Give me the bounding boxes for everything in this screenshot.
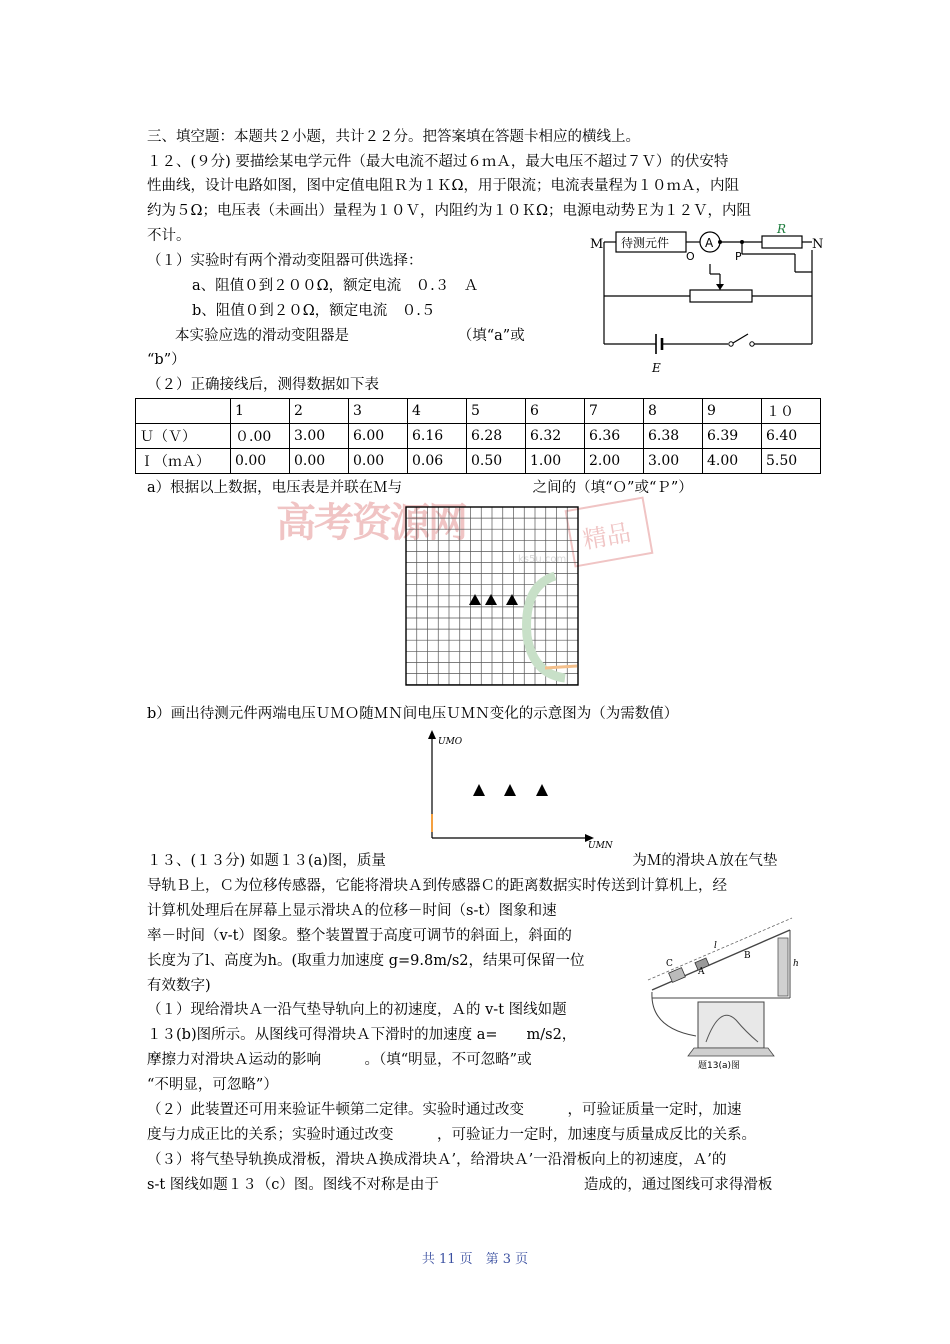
q12-line-3: 约为５Ω；电压表（未画出）量程为１０Ｖ，内阻约为１０ＫΩ；电源电动势Ｅ为１２Ｖ，内阻 <box>147 203 752 219</box>
table-cell: Ｕ（Ｖ） <box>136 424 231 449</box>
table-cell: 3.00 <box>644 449 703 474</box>
circuit-label-r: R <box>777 222 787 236</box>
table-cell: ０.00 <box>231 424 290 449</box>
circuit-label-e: E <box>652 361 661 375</box>
q13-left-line-2: 率－时间（v-t）图象。整个装置置于高度可调节的斜面上，斜面的 <box>147 928 572 944</box>
section-heading: 三、填空题：本题共２小题，共计２２分。把答案填在答题卡相应的横线上。 <box>147 129 640 145</box>
table-cell: 6.38 <box>644 424 703 449</box>
table-row <box>136 449 821 474</box>
table-row <box>136 424 821 449</box>
table-cell: 5.50 <box>762 449 821 474</box>
circuit-label-p: P <box>735 250 742 263</box>
table-cell: 3 <box>349 399 408 424</box>
table-cell: 6.36 <box>585 424 644 449</box>
q13-part2-line-2: 度与力成正比的关系；实验时通过改变 ，可验证力一定时，加速度与质量成反比的关系。 <box>147 1127 756 1143</box>
computer-screen-icon <box>698 1002 764 1048</box>
q12-line-2: 性曲线，设计电路如图，图中定值电阻Ｒ为１ＫΩ，用于限流；电流表量程为１０ｍＡ，内阻 <box>147 178 740 194</box>
q13-line-2: 导轨Ｂ上，Ｃ为位移传感器，它能将滑块Ａ到传感器Ｃ的距离数据实时传送到计算机上，经 <box>147 878 727 894</box>
table-cell: 7 <box>585 399 644 424</box>
q12-part2-intro: （２）正确接线后，测得数据如下表 <box>147 377 379 393</box>
table-cell: Ｉ（ｍＡ） <box>136 449 231 474</box>
table-cell: 2.00 <box>585 449 644 474</box>
q13-part3-line-2: s-t 图线如题１３（c）图。图线不对称是由于 造成的，通过图线可求得滑板 <box>147 1177 773 1193</box>
circuit-element-label: 待测元件 <box>621 236 670 250</box>
rheostat-icon <box>690 290 752 302</box>
q13-left-line-7: 摩擦力对滑块Ａ运动的影响 。（填“明显，不可忽略”或 <box>147 1052 532 1068</box>
q13-left-line-6: １３(b)图所示。从图线可得滑块Ａ下滑时的加速度 a= m/s2， <box>147 1027 577 1043</box>
q12-choose-line-1: 本实验应选的滑动变阻器是 （填“a”或 <box>175 328 525 344</box>
table-cell: 6.39 <box>703 424 762 449</box>
q12-option-b: b、阻值０到２０Ω，额定电流 ０.５ <box>192 303 436 319</box>
table-cell: 3.00 <box>290 424 349 449</box>
circuit-label-o: O <box>686 250 695 263</box>
circuit-diagram <box>590 224 822 376</box>
q13-part2-line-1: （２）此装置还可用来验证牛顿第二定律。实验时通过改变 ，可验证质量一定时，加速 <box>147 1102 742 1118</box>
q12-option-a: a、阻值０到２００Ω，额定电流 ０.３ Ａ <box>192 278 479 294</box>
q13-left-line-5: （１）现给滑块Ａ一沿气垫导轨向上的初速度，Ａ的 v-t 图线如题 <box>147 1002 567 1018</box>
q12-part1-intro: （１）实验时有两个滑动变阻器可供选择： <box>147 253 423 269</box>
q13-left-line-3: 长度为了l、高度为h。(取重力加速度 g=9.8m/s2，结果可保留一位 <box>147 953 585 969</box>
triangle-marker <box>536 784 548 796</box>
switch-icon <box>733 334 748 343</box>
table-cell: 6.28 <box>467 424 526 449</box>
table-cell: 0.06 <box>408 449 467 474</box>
table-cell: 6.40 <box>762 424 821 449</box>
data-table <box>135 398 821 474</box>
resistor-r-icon <box>762 236 802 248</box>
table-cell: 6.32 <box>526 424 585 449</box>
grid-graph <box>405 506 581 688</box>
table-cell: 0.00 <box>290 449 349 474</box>
q12-line-4: 不计。 <box>147 228 191 244</box>
umo-umn-axes <box>418 728 618 852</box>
q13-left-line-4: 有效数字) <box>147 978 211 994</box>
table-cell <box>136 399 231 424</box>
table-cell: １０ <box>762 399 821 424</box>
table-header-row <box>136 399 821 424</box>
q12-part-b: b）画出待测元件两端电压ＵＭＯ随ＭＮ间电压ＵＭＮ变化的示意图为（为需数值） <box>147 706 679 722</box>
table-cell: 4 <box>408 399 467 424</box>
incline-apparatus-figure <box>640 908 800 1070</box>
figure-label-b: B <box>744 951 751 961</box>
figure-label-c: C <box>666 959 673 969</box>
table-cell: 6 <box>526 399 585 424</box>
svg-text:ks5u.com: ks5u.com <box>518 554 567 565</box>
table-cell: 5 <box>467 399 526 424</box>
q12-line-1: １２、(９分) 要描绘某电学元件（最大电流不超过６ｍＡ，最大电压不超过７Ｖ）的伏安特 <box>147 154 729 170</box>
q13-left-line-1: 计算机处理后在屏幕上显示滑块Ａ的位移－时间（s-t）图象和速 <box>147 903 557 919</box>
table-cell: 2 <box>290 399 349 424</box>
q13-part3-line-1: （３）将气垫导轨换成滑板，滑块Ａ换成滑块Ａ’，给滑块Ａ’一沿滑板向上的初速度，Ａ’的 <box>147 1152 727 1168</box>
circuit-ammeter-label: A <box>705 236 714 250</box>
q12-part-a: a）根据以上数据，电压表是并联在Ｍ与 之间的（填“Ｏ”或“Ｐ”） <box>147 480 693 496</box>
table-cell: 1.00 <box>526 449 585 474</box>
figure-label-l: l <box>714 941 717 951</box>
triangle-marker <box>473 784 485 796</box>
table-cell: 6.16 <box>408 424 467 449</box>
table-cell: 9 <box>703 399 762 424</box>
table-cell: 0.00 <box>231 449 290 474</box>
q13-left-line-8: “不明显，可忽略”） <box>147 1077 278 1093</box>
table-cell: 6.00 <box>349 424 408 449</box>
svg-text:精品: 精品 <box>580 518 633 555</box>
table-cell: 4.00 <box>703 449 762 474</box>
table-cell: 0.00 <box>349 449 408 474</box>
triangle-marker <box>504 784 516 796</box>
table-cell: 8 <box>644 399 703 424</box>
q13-line-1: １３、(１３分) 如题１３(a)图，质量 为Ｍ的滑块Ａ放在气垫 <box>147 853 778 869</box>
axis-label-umo: UMO <box>438 737 463 747</box>
laptop-base-icon <box>688 1048 774 1056</box>
svg-text:高考资源网: 高考资源网 <box>276 500 466 546</box>
page-footer: 共 11 页 第 3 页 <box>421 1252 529 1267</box>
figure-label-h: h <box>793 959 799 969</box>
axis-label-umn: UMN <box>588 841 613 851</box>
figure-label-a: A <box>698 967 705 977</box>
figure-caption: 题13(a)图 <box>698 1061 740 1071</box>
table-cell: 0.50 <box>467 449 526 474</box>
circuit-label-n: N <box>812 237 824 252</box>
circuit-label-m: M <box>590 237 604 252</box>
table-cell: 1 <box>231 399 290 424</box>
q12-choose-line-2: “b”） <box>147 352 186 368</box>
